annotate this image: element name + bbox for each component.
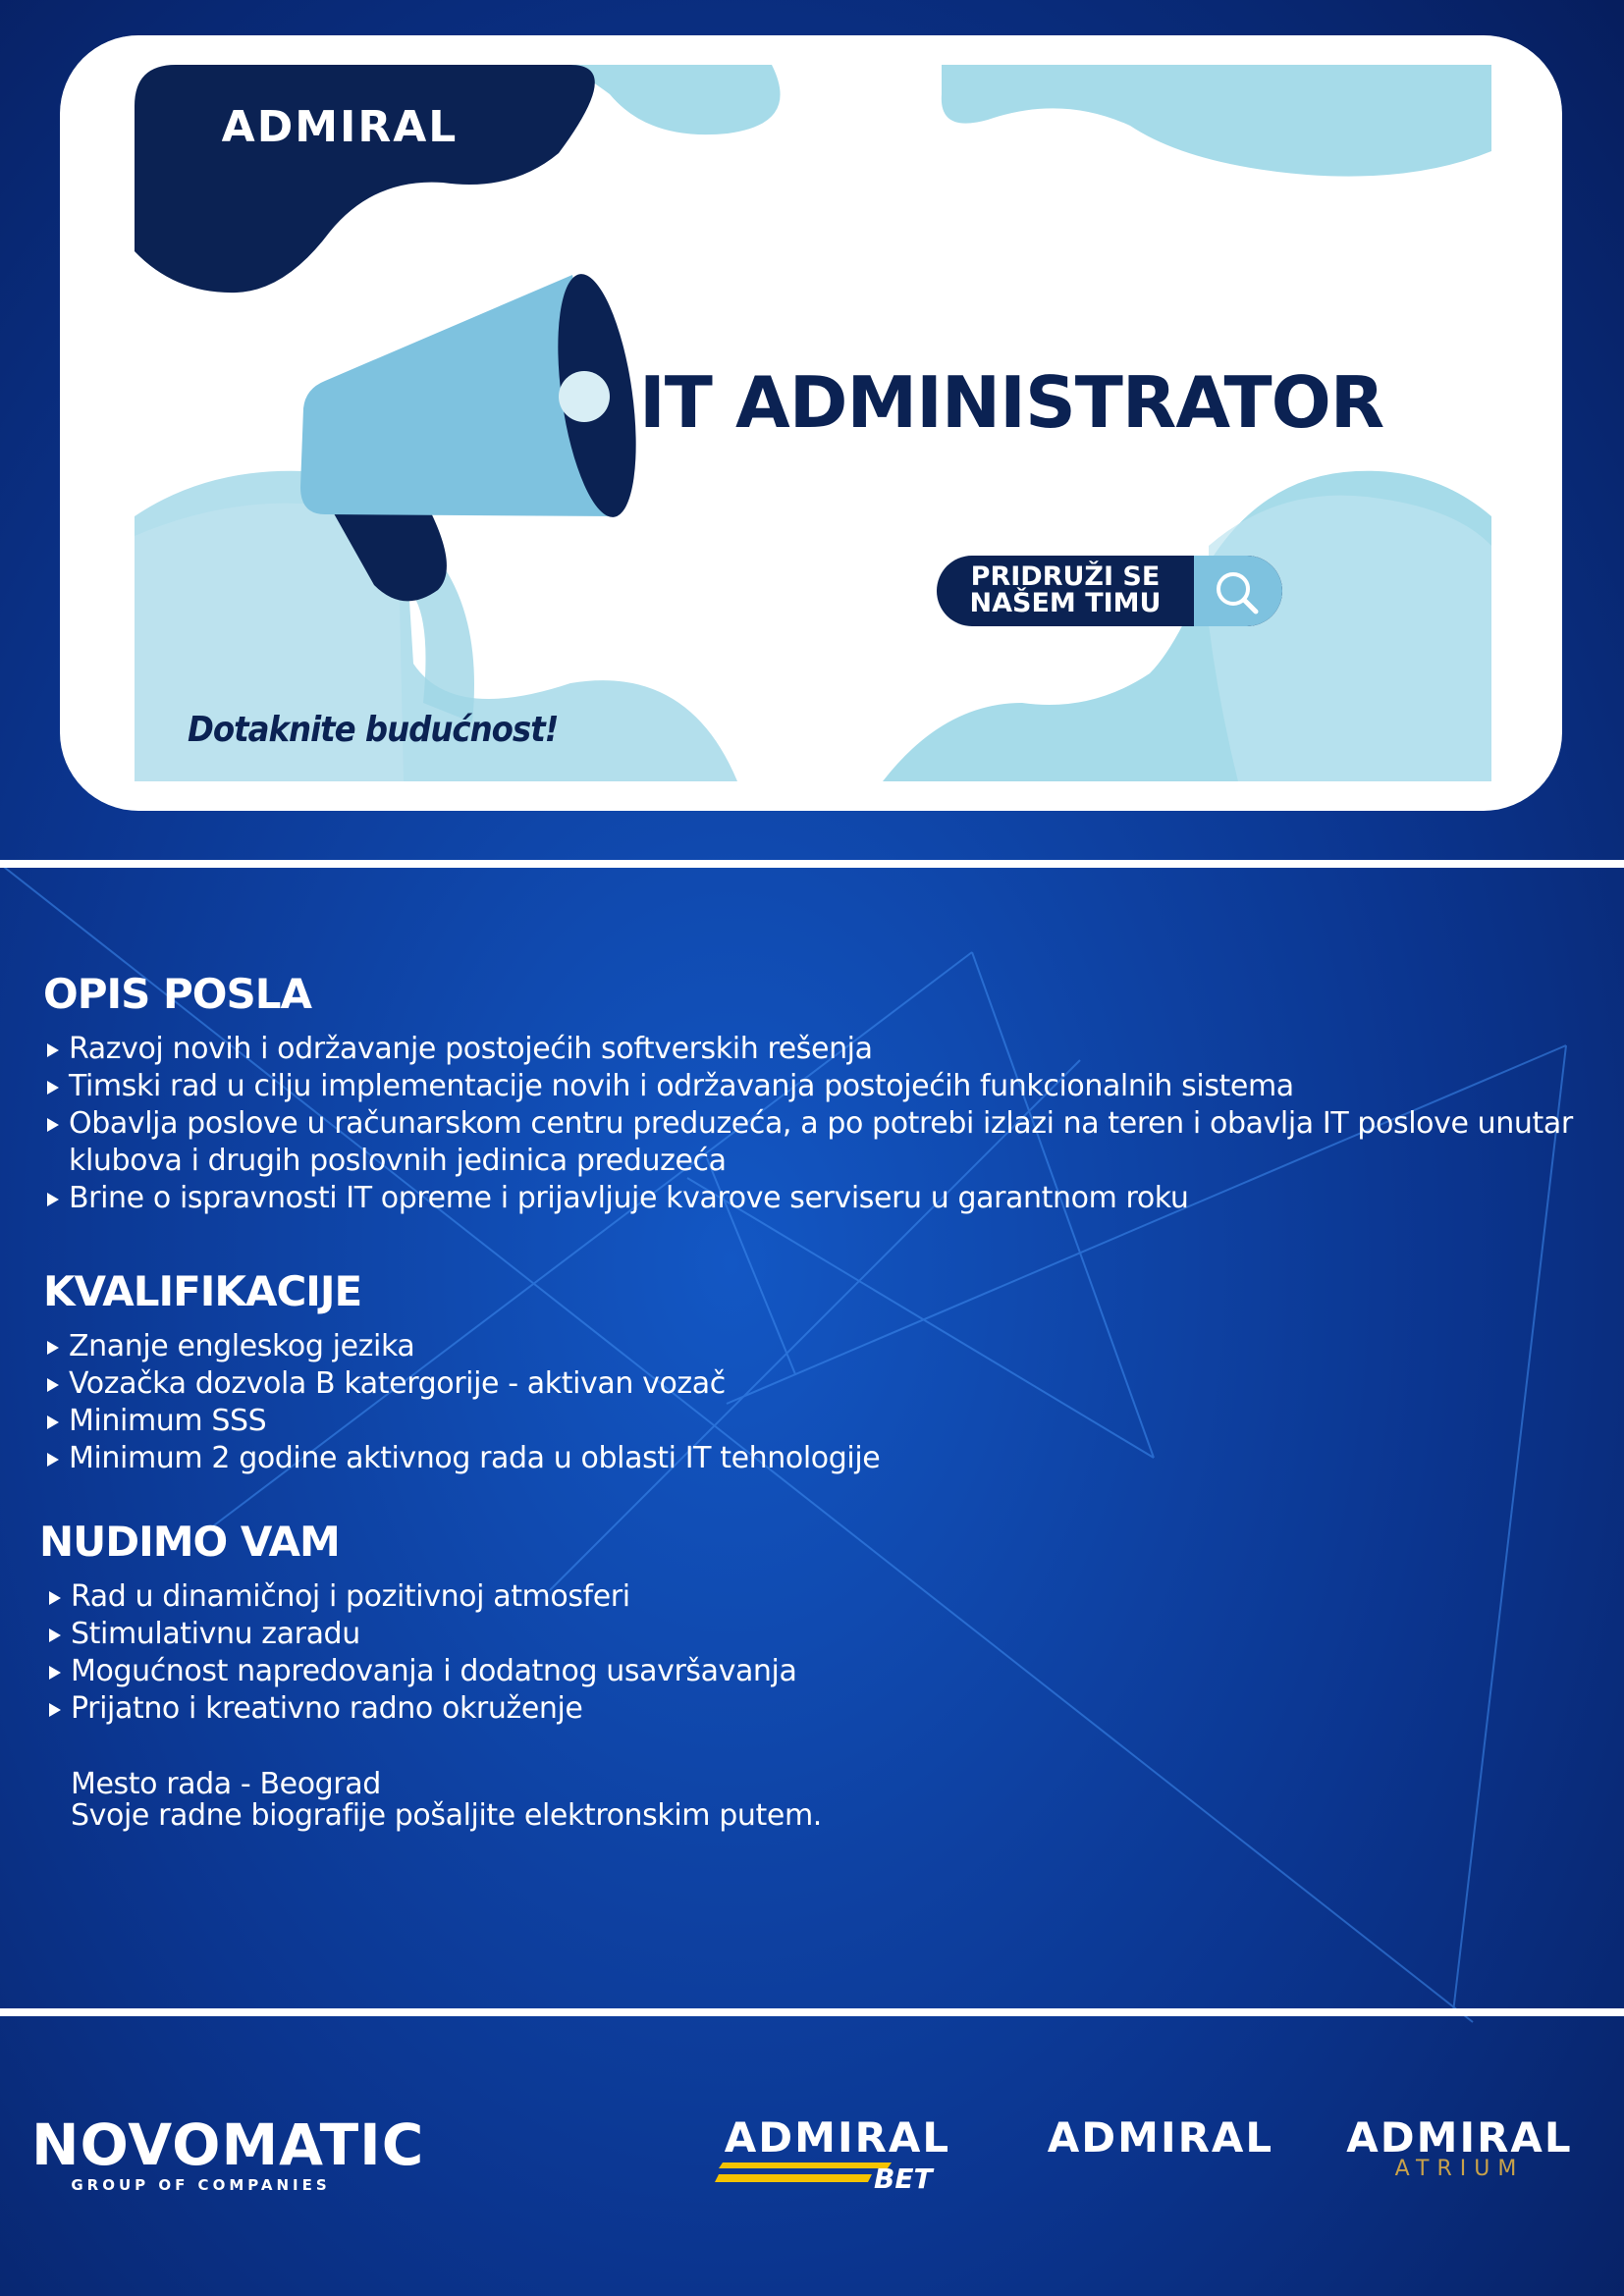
novomatic-name: NOVOMATIC <box>31 2111 425 2178</box>
list-item: Stimulativnu zaradu <box>49 1616 1581 1653</box>
list-item: Vozačka dozvola B katergorije - aktivan vozač <box>47 1365 1579 1403</box>
list-item: Rad u dinamičnoj i pozitivnoj atmosferi <box>49 1578 1581 1616</box>
novomatic-logo <box>31 2111 425 2194</box>
heading-qualifications: KVALIFIKACIJE <box>43 1267 362 1315</box>
list-job-description <box>47 1031 1579 1217</box>
join-team-label-line2: NAŠEM TIMU <box>969 588 1162 618</box>
hero-banner <box>60 35 1562 811</box>
divider-bottom <box>0 2008 1624 2016</box>
admiral-atrium-sub: ATRIUM <box>1394 2157 1525 2181</box>
join-team-label <box>937 563 1194 616</box>
list-item: Obavlja poslove u računarskom centru preduzeća, a po potrebi izlazi na teren i obavlja IT poslove unutar klubova i drugih poslovnih jedinica preduzeća <box>47 1105 1579 1180</box>
list-item: Brine o ispravnosti IT opreme i prijavljuje kvarove serviseru u garantnom roku <box>47 1180 1579 1217</box>
search-icon[interactable] <box>1194 556 1282 626</box>
admiral-logo-top: ADMIRAL <box>221 102 459 152</box>
work-location: Mesto rada - Beograd <box>71 1767 381 1801</box>
job-title: IT ADMINISTRATOR <box>639 361 1384 444</box>
tagline: Dotaknite budućnost! <box>188 710 559 750</box>
admiral-bet-sub: BET <box>874 2163 933 2195</box>
admiral-logo <box>1043 2115 1278 2161</box>
list-item: Znanje engleskog jezika <box>47 1328 1579 1365</box>
join-team-label-line1: PRIDRUŽI SE <box>970 561 1161 592</box>
heading-job-description: OPIS POSLA <box>43 970 311 1018</box>
admiral-atrium-logo <box>1339 2115 1580 2181</box>
list-item: Timski rad u cilju implementacije novih i održavanja postojećih funkcionalnih sistema <box>47 1068 1579 1105</box>
join-team-button[interactable] <box>937 556 1282 626</box>
admiral-atrium-name: ADMIRAL <box>1346 2113 1573 2162</box>
list-item: Minimum SSS <box>47 1403 1579 1440</box>
novomatic-sub: GROUP OF COMPANIES <box>71 2176 331 2194</box>
list-offer <box>49 1578 1581 1728</box>
list-item: Minimum 2 godine aktivnog rada u oblasti IT tehnologije <box>47 1440 1579 1477</box>
heading-offer: NUDIMO VAM <box>39 1518 340 1566</box>
list-item: Prijatno i kreativno radno okruženje <box>49 1690 1581 1728</box>
admiral-bet-logo <box>715 2113 960 2195</box>
divider-top <box>0 860 1624 868</box>
apply-instructions: Svoje radne biografije pošaljite elektronskim putem. <box>71 1798 822 1833</box>
list-item: Razvoj novih i održavanje postojećih softverskih rešenja <box>47 1031 1579 1068</box>
list-qualifications <box>47 1328 1579 1477</box>
admiral-name: ADMIRAL <box>1047 2113 1274 2162</box>
list-item: Mogućnost napredovanja i dodatnog usavršavanja <box>49 1653 1581 1690</box>
admiral-bet-name: ADMIRAL <box>724 2113 951 2162</box>
